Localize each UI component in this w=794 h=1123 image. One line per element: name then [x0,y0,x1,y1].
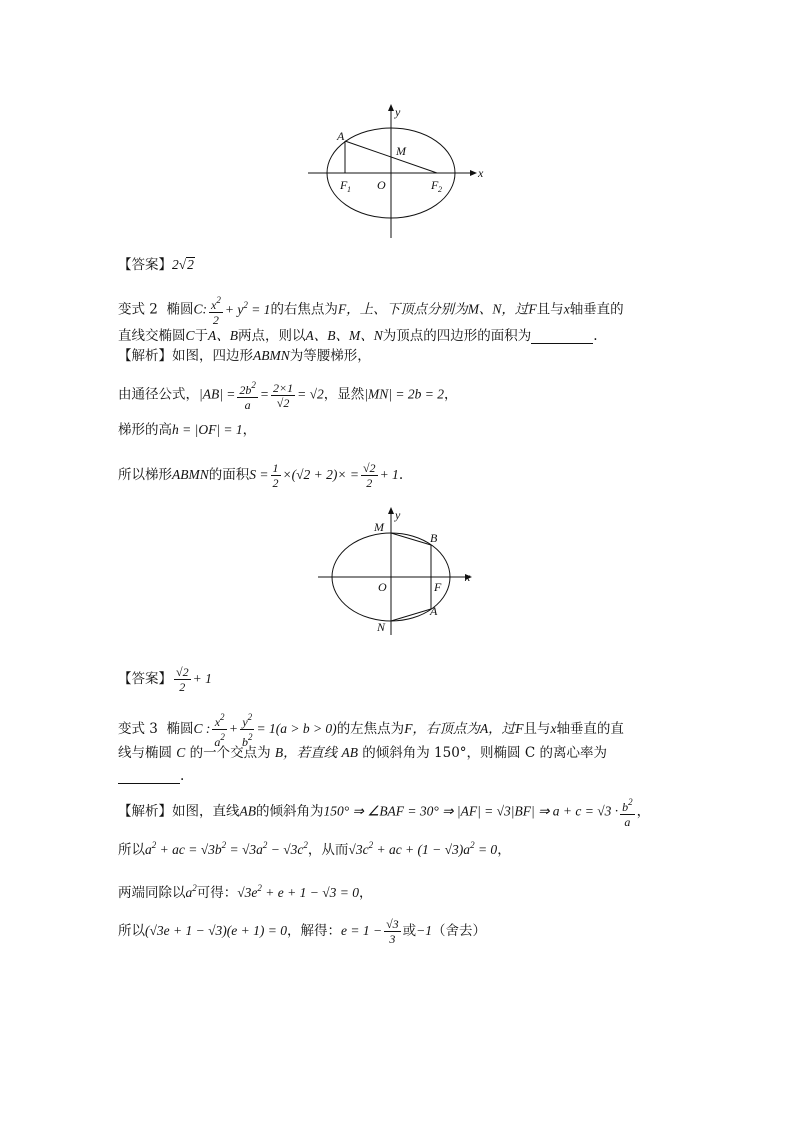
label-F1: F [340,178,348,192]
label-F1-sub: 1 [347,185,351,194]
label-O2: O [378,580,387,594]
variant-2-line-1: 变式 2 椭圆C: $\frac{x^2}{2}$ + $y^2 = 1$的右焦点为F，上、下顶点分别为M、N，过F且与x轴垂直的 [118,295,624,327]
label-A2: A [430,604,438,618]
label-y2: y [395,508,401,522]
label-F: F [434,580,442,594]
variant-2-analysis: 【解析】如图，四边形ABMN为等腰梯形， [118,348,371,364]
answer-2: 【答案】 $\frac{√2}{2}$ + 1 [118,665,212,694]
label-B: B [430,531,438,545]
label-x: x [478,166,484,180]
variant-3-line-2: 线与椭圆 C 的一个交点为 B，若直线 AB 的倾斜角为 150°，则椭圆 C 的离心率为 [118,745,607,761]
label-F2-sub: 2 [438,185,442,194]
label-N: N [377,620,386,634]
variant-3-line-1: 变式 3 椭圆C : $\frac{x^2}{a^2}$ + $\frac{y^2}{b^2}$ = 1(a > b > 0)的左焦点为F，右顶点为A，过F且与x轴垂直的直 [118,712,624,749]
variant-3-so1: 所以$a^2$ + ac = $√3b^2 = √3a^2 - √3c^2$，从而$√3c^2$ + ac + $(1 - √3)a^2 = 0$， [118,840,511,858]
variant-2-formula: 由通径公式，|AB| = $\frac{2b^2}{a}$ = $\frac{2\times 1}{√2}$ = √2，显然|MN| = 2b = 2， [118,380,458,412]
label-O: O [377,178,386,192]
label-A: A [337,129,345,143]
variant-3-blank: . [118,766,184,786]
ellipse-figure-1 [300,100,490,240]
label-x2: x [465,570,471,584]
variant-3-divide: 两端同除以$a^2$可得：$√3e^2 + e + 1 - √3 = 0$， [118,883,373,901]
label-M: M [396,144,406,158]
variant-2-height: 梯形的高h = |OF| = 1， [118,422,257,438]
label-M2: M [374,520,384,534]
label-F2: F [431,178,439,192]
variant-2-area: 所以梯形ABMN的面积S = $\frac{1}{2}$ ×(√2 + 2)× = $\frac{√2}{2}$ + 1. [118,461,404,490]
variant-2-line-2: 直线交椭圆C于A、B两点，则以A、B、M、N为顶点的四边形的面积为 . [118,328,598,344]
label-y: y [395,105,401,119]
variant-3-analysis: 【解析】如图，直线AB的倾斜角为150° ⇒ ∠BAF = 30° ⇒ |AF| = √3|BF| ⇒ a + c = √3 · $\frac{b^2}{a}$ ， [118,797,651,829]
answer-1: 【答案】2√2 [118,257,194,273]
variant-3-solve: 所以(√3e + 1 − √3)(e + 1) = 0，解得：e = 1 − $\frac{√3}{3}$ 或−1（舍去） [118,917,487,946]
ellipse-figure-2 [310,505,480,640]
